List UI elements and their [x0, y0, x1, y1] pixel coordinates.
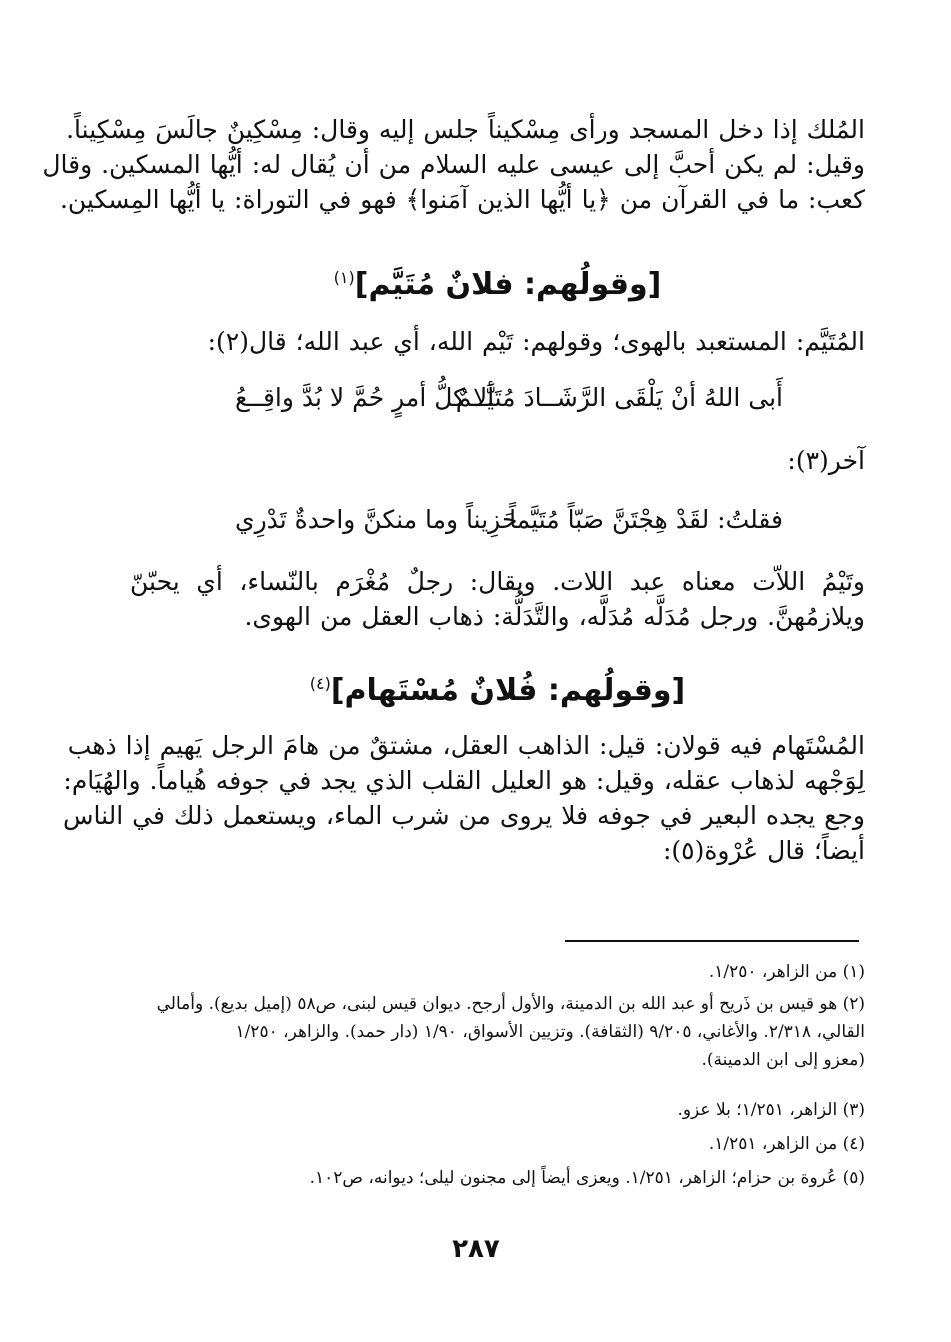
paragraph-1	[42, 112, 865, 217]
footnote-line: القالي، ٢/٣١٨. والأغاني، ٩/٢٠٥ (الثقافة). وتزيين الأسواق، ١/٩٠ (دار حمد). والزاهر، ١/٢٥٠	[235, 1022, 865, 1042]
footnote-line: (١) من الزاهر، ١/٢٥٠.	[708, 962, 865, 982]
footnote-line: (٢) هو قيس بن ذَريح أو عبد الله بن الدمينة، والأول أرجح. ديوان قيس لبنى، ص٥٨ (إميل بديع). وأمالي	[156, 994, 865, 1014]
text-line: وجع يجده البعير في جوفه فلا يروى من شرب الماء، ويستعمل ذلك في الناس	[62, 801, 865, 830]
footnote-ref: (٤)	[309, 674, 331, 693]
text-line: لِوَجْهه لذهاب عقله، وقيل: هو العليل القلب الذي يجد في جوفه هُياماً. والهُيَام:	[63, 766, 865, 795]
text-line: المُسْتَهام فيه قولان: قيل: الذاهب العقل، مشتقٌ من هامَ الرجل يَهيم إذا ذهب	[67, 731, 865, 760]
text-line: آخر(٣):	[787, 446, 865, 475]
text-line: وتَيْمُ اللاّت معناه عبد اللات. ويقال: رجلٌ مُغْرَم بالنّساء، أي يحبّنّ	[130, 567, 865, 596]
footnote-3	[130, 1096, 865, 1124]
footnote-ref: (١)	[333, 268, 355, 287]
section-heading-1	[130, 258, 865, 305]
footnote-2	[130, 990, 865, 1074]
footnote-5	[130, 1164, 865, 1192]
footnote-line: (٤) من الزاهر، ١/٢٥١.	[708, 1134, 865, 1154]
footnote-line: (معزو إلى ابن الدمينة).	[701, 1050, 865, 1070]
text-line: كعب: ما في القرآن من ﴿يا أيُّها الذين آمَنوا﴾ فهو في التوراة: يا أيُّها المِسكين.	[59, 185, 865, 214]
section-heading-2	[130, 664, 865, 711]
footnote-separator	[565, 940, 859, 942]
paragraph-3	[130, 443, 865, 478]
footnote-4	[130, 1130, 865, 1158]
text-line: ويلازمُهنَّ. ورجل مُدَلَّه مُدَلَّه، والتَّدَلُّة: ذهاب العقل من الهوى.	[244, 602, 865, 631]
text-line: المُلك إذا دخل المسجد ورأى مِسْكيناً جلس إليه وقال: مِسْكِينٌ جالَسَ مِسْكِيناً.	[66, 115, 865, 144]
text-line: وقيل: لم يكن أحبَّ إلى عيسى عليه السلام من أن يُقال له: أيُّها المسكين. وقال	[42, 150, 865, 179]
heading-text: [وقولُهم: فلانٌ مُتَيَّم]	[354, 267, 662, 302]
verse-first-hemistich: فقلتُ: لقَدْ هِجْتَنَّ صَبّاً مُتَيَّماً	[509, 505, 783, 534]
heading-text: [وقولُهم: فُلانٌ مُسْتَهام]	[330, 673, 686, 708]
page-number: ٢٨٧	[452, 1234, 500, 1264]
verse-second-hemistich: ألا كلُّ أمرٍ حُمَّ لا بُدَّ واقِــعُ	[235, 383, 495, 412]
footnote-line: (٥) عُروة بن حزام؛ الزاهر، ١/٢٥١. ويعزى أيضاً إلى مجنون ليلى؛ ديوانه، ص١٠٢.	[309, 1168, 865, 1188]
footnote-1	[130, 958, 865, 986]
verse-first-hemistich: أَبى اللهُ أنْ يَلْقَى الرَّشَــادَ مُتَيَّــمٌ	[455, 383, 783, 412]
paragraph-5	[62, 728, 865, 868]
paragraph-2	[130, 324, 865, 359]
text-line: أيضاً؛ قال عُرْوة(٥):	[662, 836, 865, 865]
footnote-line: (٣) الزاهر، ١/٢٥١؛ بلا عزو.	[677, 1100, 865, 1120]
text-line: المُتَيَّم: المستعبد بالهوى؛ وقولهم: تَيْم الله، أي عبد الله؛ قال(٢):	[207, 327, 865, 356]
paragraph-4	[130, 564, 865, 634]
verse-second-hemistich: حَزِيناً وما منكنَّ واحدةٌ تَدْرِي	[235, 505, 518, 534]
